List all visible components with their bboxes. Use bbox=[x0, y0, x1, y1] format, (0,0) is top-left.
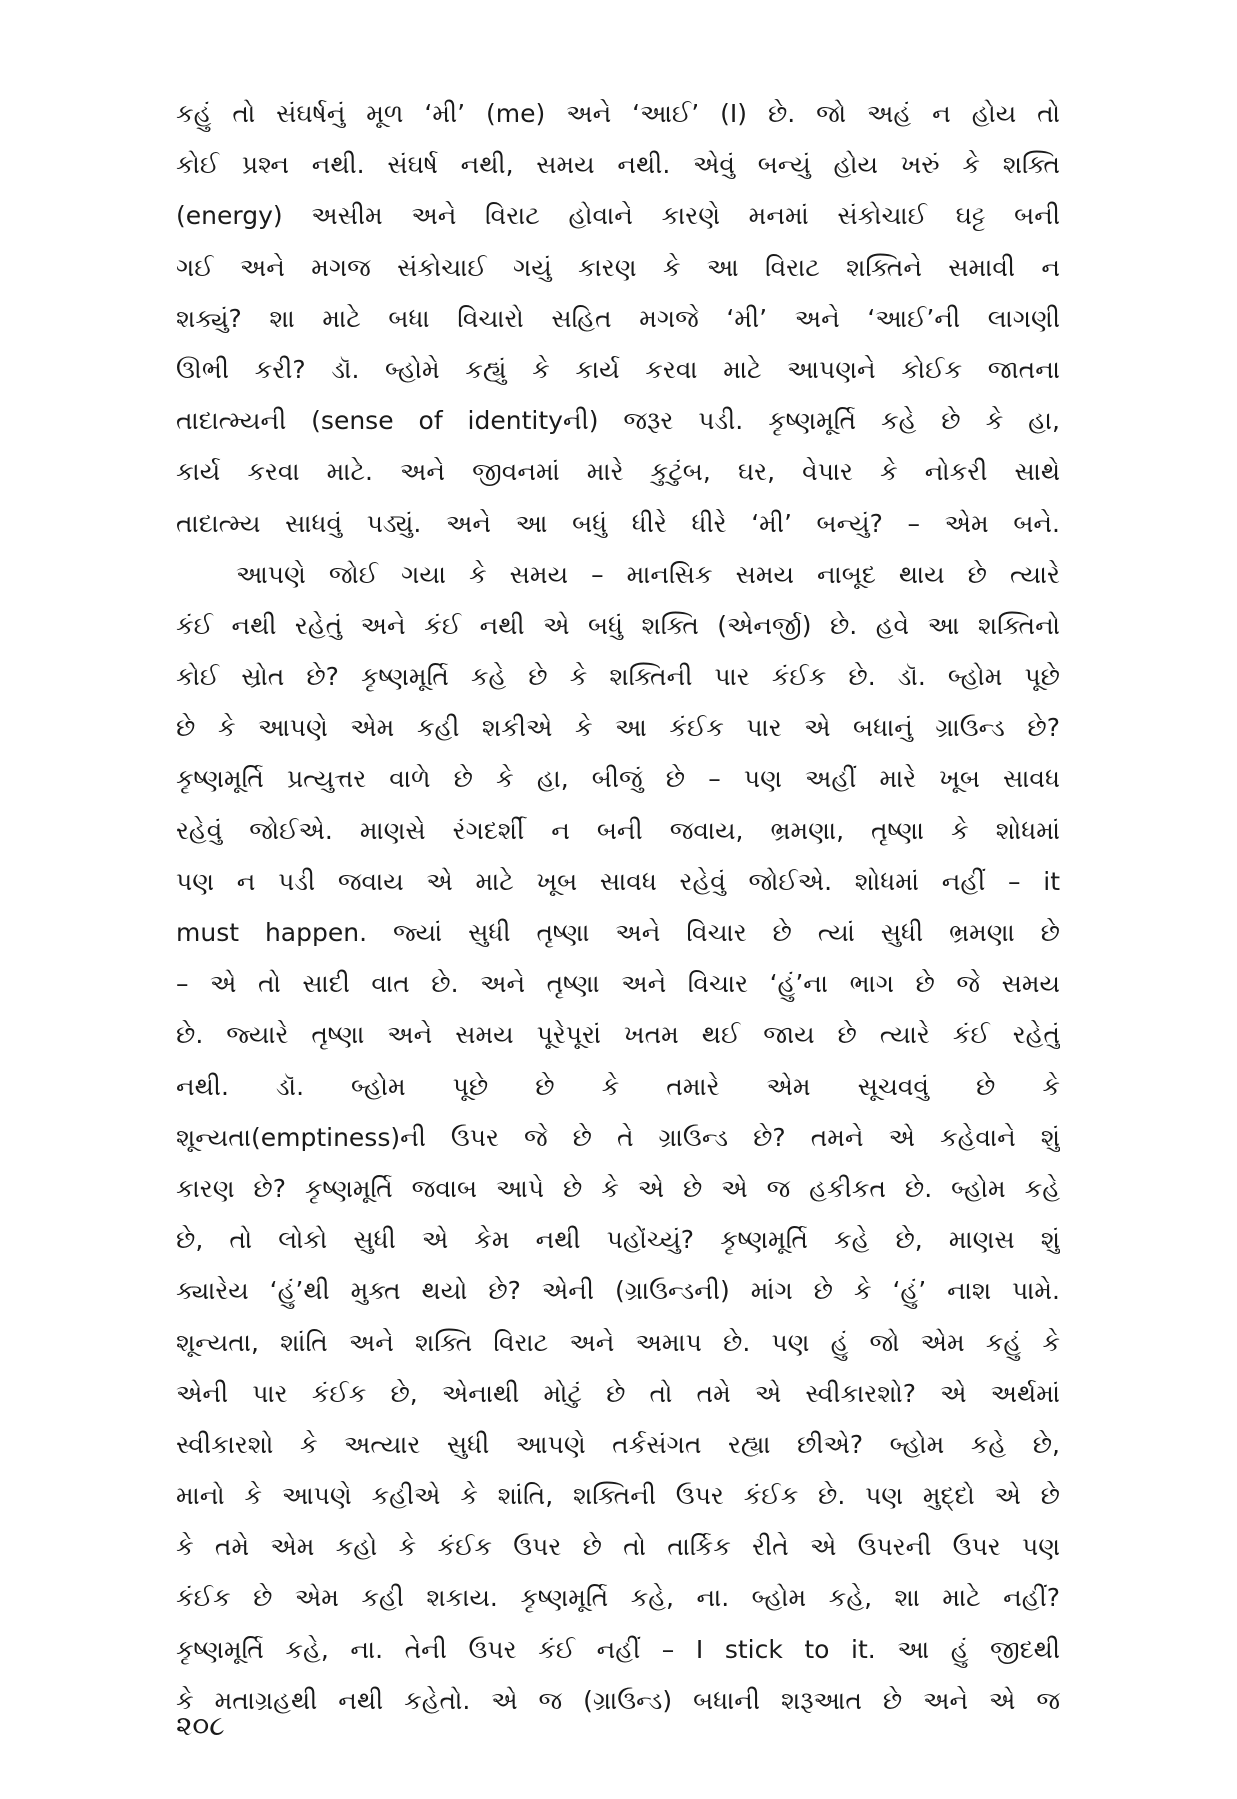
text-line: પણ ન પડી જવાય એ માટે ખૂબ સાવધ રહેવું જોઈએ. શોધમાં નહીં – it bbox=[176, 866, 1060, 896]
text-line: શૂન્યતા(emptiness)ની ઉપર જે છે તે ગ્રાઉન્ડ છે? તમને એ કહેવાને શું bbox=[176, 1122, 1060, 1152]
text-line: – એ તો સાદી વાત છે. અને તૃષ્ણા અને વિચાર ‘હું’ના ભાગ છે જે સમય bbox=[176, 969, 1060, 999]
text-line: કે તમે એમ કહો કે કંઈક ઉપર છે તો તાર્કિક રીતે એ ઉપરની ઉપર પણ bbox=[176, 1532, 1060, 1562]
text-line: એની પાર કંઈક છે, એનાથી મોટું છે તો તમે એ સ્વીકારશો? એ અર્થમાં bbox=[176, 1378, 1060, 1408]
text-line: ક્યારેય ‘હું’થી મુક્ત થયો છે? એની (ગ્રાઉન્ડની) માંગ છે કે ‘હું’ નાશ પામે. bbox=[176, 1276, 1060, 1306]
text-line: શક્યું? શા માટે બધા વિચારો સહિત મગજે ‘મી’ અને ‘આઈ’ની લાગણી bbox=[176, 303, 1060, 333]
text-line: કૃષ્ણમૂર્તિ કહે, ના. તેની ઉપર કંઈ નહીં – I stick to it. આ હું જીદથી bbox=[176, 1634, 1060, 1664]
text-line: સ્વીકારશો કે અત્યાર સુધી આપણે તર્કસંગત રહ્યા છીએ? બ્હોમ કહે છે, bbox=[176, 1429, 1060, 1459]
text-line: માનો કે આપણે કહીએ કે શાંતિ, શક્તિની ઉપર કંઈક છે. પણ મુદ્દો એ છે bbox=[176, 1481, 1060, 1511]
text-line: કહું તો સંઘર્ષનું મૂળ ‘મી’ (me) અને ‘આઈ’ (I) છે. જો અહં ન હોય તો bbox=[176, 99, 1060, 128]
text-line: (energy) અસીમ અને વિરાટ હોવાને કારણે મનમાં સંકોચાઈ ઘટ્ટ બની bbox=[176, 201, 1060, 231]
body-text bbox=[176, 88, 1060, 1726]
text-line: શૂન્યતા, શાંતિ અને શક્તિ વિરાટ અને અમાપ છે. પણ હું જો એમ કહું કે bbox=[176, 1327, 1060, 1357]
text-line: કંઈ નથી રહેતું અને કંઈ નથી એ બધું શક્તિ (એનર્જી) છે. હવે આ શક્તિનો bbox=[176, 610, 1060, 640]
text-line: કોઈ પ્રશ્ન નથી. સંઘર્ષ નથી, સમય નથી. એવું બન્યું હોય ખરું કે શક્તિ bbox=[176, 150, 1060, 180]
text-line: કંઈક છે એમ કહી શકાય. કૃષ્ણમૂર્તિ કહે, ના. બ્હોમ કહે, શા માટે નહીં? bbox=[176, 1583, 1060, 1613]
page-number: ૨૦૮ bbox=[176, 1709, 225, 1742]
text-line: છે કે આપણે એમ કહી શકીએ કે આ કંઈક પાર એ બધાનું ગ્રાઉન્ડ છે? bbox=[176, 713, 1060, 743]
text-line: must happen. જ્યાં સુધી તૃષ્ણા અને વિચાર છે ત્યાં સુધી ભ્રમણા છે bbox=[176, 918, 1060, 947]
text-line: તાદાત્મ્ય સાધવું પડ્યું. અને આ બધું ધીરે ધીરે ‘મી’ બન્યું? – એમ બને. bbox=[176, 508, 1060, 538]
text-line: કોઈ સ્રોત છે? કૃષ્ણમૂર્તિ કહે છે કે શક્તિની પાર કંઈક છે. ડૉ. બ્હોમ પૂછે bbox=[176, 662, 1060, 692]
text-line: આપણે જોઈ ગયા કે સમય – માનસિક સમય નાબૂદ થાય છે ત્યારે bbox=[236, 559, 1060, 589]
text-line: કાર્ય કરવા માટે. અને જીવનમાં મારે કુટુંબ, ઘર, વેપાર કે નોકરી સાથે bbox=[176, 457, 1060, 487]
text-line: રહેવું જોઈએ. માણસે રંગદર્શી ન બની જવાય, ભ્રમણા, તૃષ્ણા કે શોધમાં bbox=[176, 815, 1060, 845]
text-line: કારણ છે? કૃષ્ણમૂર્તિ જવાબ આપે છે કે એ છે એ જ હકીકત છે. બ્હોમ કહે bbox=[176, 1173, 1060, 1203]
text-line: ઊભી કરી? ડૉ. બ્હોમે કહ્યું કે કાર્ય કરવા માટે આપણને કોઈક જાતના bbox=[176, 354, 1060, 384]
text-line: કે મતાગ્રહથી નથી કહેતો. એ જ (ગ્રાઉન્ડ) બધાની શરૂઆત છે અને એ જ bbox=[176, 1685, 1060, 1715]
text-line: છે. જ્યારે તૃષ્ણા અને સમય પૂરેપૂરાં ખતમ થઈ જાય છે ત્યારે કંઈ રહેતું bbox=[176, 1020, 1060, 1050]
text-line: તાદાત્મ્યની (sense of identityની) જરૂર પડી. કૃષ્ણમૂર્તિ કહે છે કે હા, bbox=[176, 406, 1060, 436]
text-line: નથી. ડૉ. બ્હોમ પૂછે છે કે તમારે એમ સૂચવવું છે કે bbox=[176, 1071, 1060, 1101]
text-line: કૃષ્ણમૂર્તિ પ્રત્યુત્તર વાળે છે કે હા, બીજું છે – પણ અહીં મારે ખૂબ સાવધ bbox=[176, 764, 1060, 794]
text-line: ગઈ અને મગજ સંકોચાઈ ગયું કારણ કે આ વિરાટ શક્તિને સમાવી ન bbox=[176, 252, 1060, 282]
text-line: છે, તો લોકો સુધી એ કેમ નથી પહોંચ્યું? કૃષ્ણમૂર્તિ કહે છે, માણસ શું bbox=[176, 1225, 1060, 1255]
